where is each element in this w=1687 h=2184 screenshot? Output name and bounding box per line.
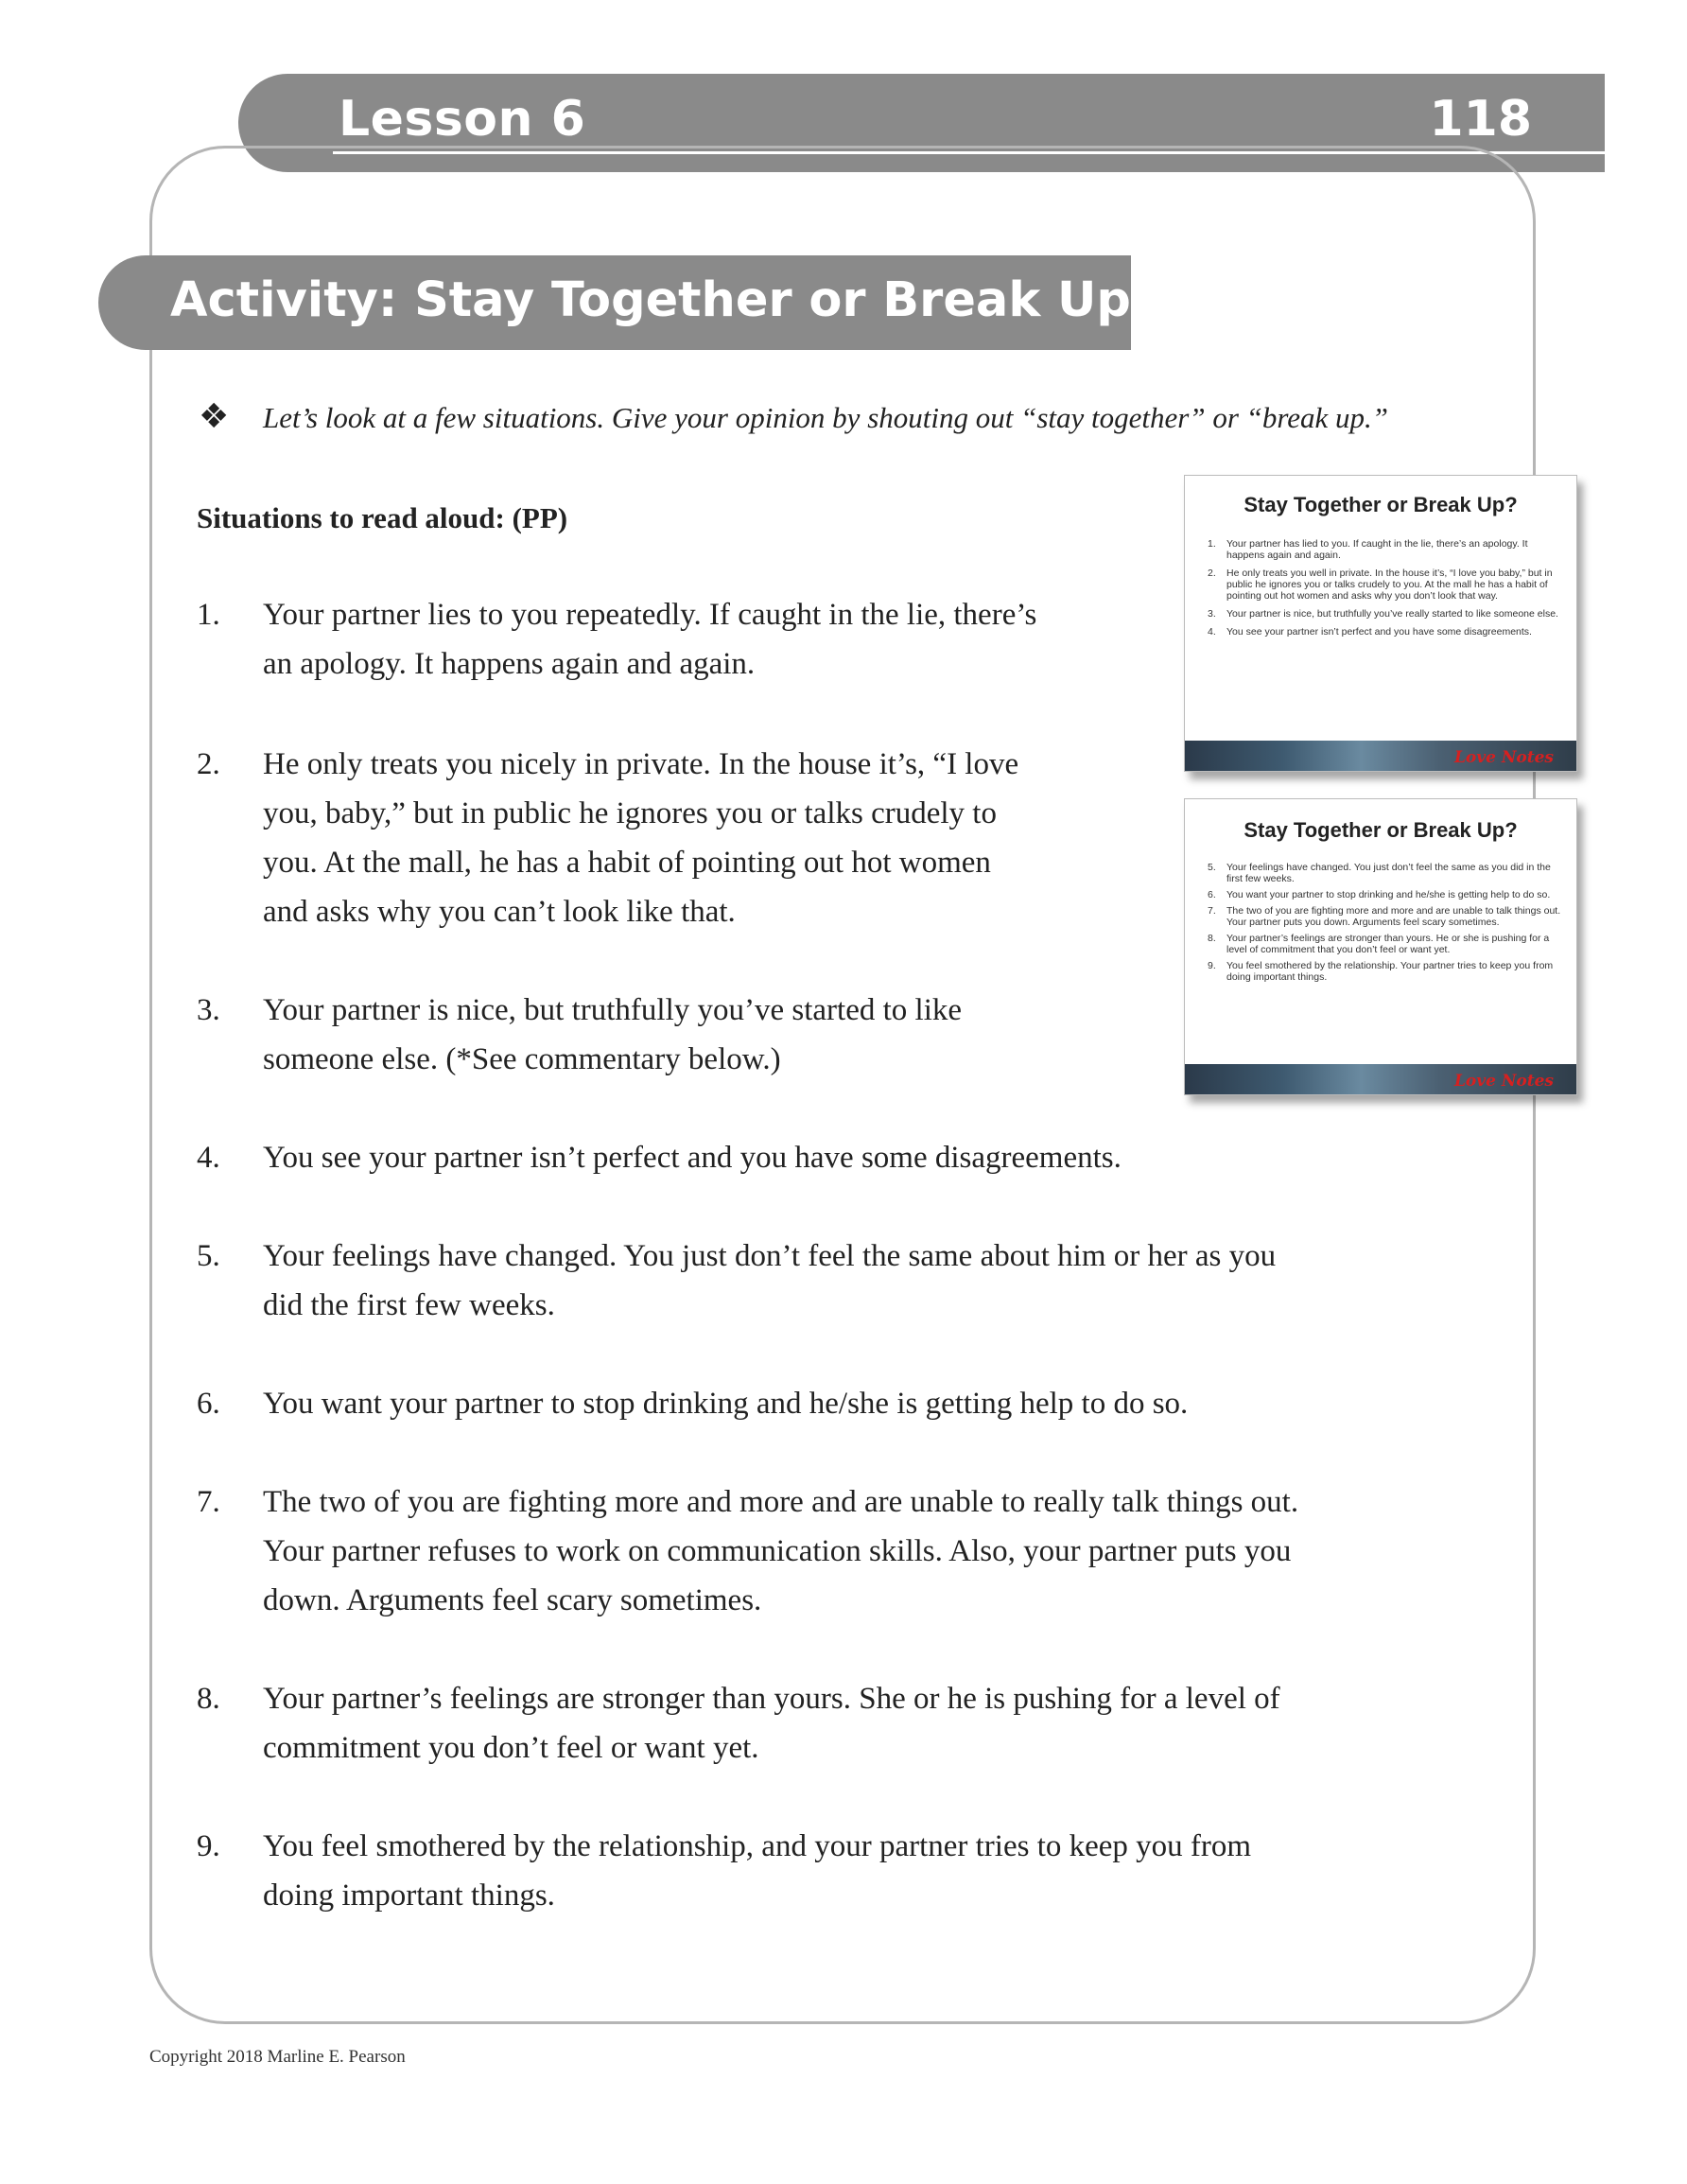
item-number: 3.	[197, 993, 220, 1027]
love-notes-logo: Love Notes	[1453, 1072, 1554, 1091]
subheading: Situations to read aloud: (PP)	[197, 501, 568, 534]
item-line: You see your partner isn’t perfect and you have some disagreements.	[263, 1141, 1122, 1175]
lesson-title: Lesson 6	[339, 91, 586, 148]
item-number: 6.	[197, 1387, 220, 1421]
item-line: an apology. It happens again and again.	[263, 647, 756, 681]
slide-item: 5. Your feelings have changed. You just don’t feel the same as you did in the first few weeks.	[1208, 862, 1551, 884]
item-line: The two of you are fighting more and more and are unable to really talk things out.	[263, 1485, 1299, 1519]
item-line: Your partner is nice, but truthfully you’ve started to like	[263, 993, 963, 1027]
page-number: 118	[1429, 91, 1532, 148]
item-line: Your partner lies to you repeatedly. If caught in the lie, there’s	[263, 598, 1037, 632]
four-diamond-icon: ❖	[199, 397, 230, 436]
slide-item: 9. You feel smothered by the relationship. Your partner tries to keep you from doing important things.	[1208, 960, 1554, 983]
slide-item: 8. Your partner’s feelings are stronger than yours. He or she is pushing for a level of commitment that you don’t feel or want yet.	[1208, 933, 1550, 955]
item-line: you. At the mall, he has a habit of pointing out hot women	[263, 846, 991, 880]
item-line: Your partner’s feelings are stronger than yours. She or he is pushing for a level of	[263, 1682, 1280, 1716]
item-line: did the first few weeks.	[263, 1288, 555, 1322]
item-number: 4.	[197, 1141, 220, 1175]
slide-list	[1208, 538, 1563, 644]
slide-item: 2. He only treats you well in private. In the house it’s, “I love you baby,” but in public he ignores you or talks crudely to you. At the mall he has a habit of pointing out hot women and asks why you don’t look that way.	[1208, 568, 1553, 602]
item-line: He only treats you nicely in private. In the house it’s, “I love	[263, 747, 1019, 781]
item-line: down. Arguments feel scary sometimes.	[263, 1583, 762, 1617]
item-line: doing important things.	[263, 1878, 555, 1913]
slide-thumbnail-2	[1184, 798, 1577, 1095]
item-number: 1.	[197, 598, 220, 632]
slide-item: 3. Your partner is nice, but truthfully you’ve really started to like someone else.	[1208, 608, 1558, 620]
item-line: Your partner refuses to work on communication skills. Also, your partner puts you	[263, 1534, 1292, 1568]
intro-text: Let’s look at a few situations. Give your opinion by shouting out “stay together” or “break up.”	[263, 401, 1389, 434]
item-line: commitment you don’t feel or want yet.	[263, 1731, 759, 1765]
item-number: 9.	[197, 1829, 220, 1863]
item-line: and asks why you can’t look like that.	[263, 895, 736, 929]
item-number: 2.	[197, 747, 220, 781]
item-line: someone else. (*See commentary below.)	[263, 1042, 781, 1076]
item-number: 5.	[197, 1239, 220, 1273]
item-line: You want your partner to stop drinking and he/she is getting help to do so.	[263, 1387, 1189, 1421]
slide-title: Stay Together or Break Up?	[1244, 493, 1518, 516]
slide-item: 6. You want your partner to stop drinking and he/she is getting help to do so.	[1208, 889, 1551, 900]
item-line: you, baby,” but in public he ignores you or talks crudely to	[263, 796, 997, 830]
slide-title: Stay Together or Break Up?	[1244, 818, 1518, 842]
item-number: 8.	[197, 1682, 220, 1716]
slide-item: 7. The two of you are fighting more and more and are unable to talk things out. Your partner puts you down. Arguments feel scary sometimes.	[1208, 905, 1561, 928]
item-number: 7.	[197, 1485, 220, 1519]
love-notes-logo: Love Notes	[1453, 748, 1554, 767]
slide-thumbnail-1	[1184, 475, 1577, 772]
slide-item: 4. You see your partner isn’t perfect and you have some disagreements.	[1208, 626, 1532, 638]
slide-list	[1208, 862, 1563, 987]
item-line: Your feelings have changed. You just don’t feel the same about him or her as you	[263, 1239, 1277, 1273]
item-line: You feel smothered by the relationship, and your partner tries to keep you from	[263, 1829, 1252, 1863]
slide-item: 1. Your partner has lied to you. If caught in the lie, there’s an apology. It happens again and again.	[1208, 538, 1528, 561]
copyright: Copyright 2018 Marline E. Pearson	[149, 2047, 406, 2067]
activity-title: Activity: Stay Together or Break Up?	[170, 272, 1159, 328]
